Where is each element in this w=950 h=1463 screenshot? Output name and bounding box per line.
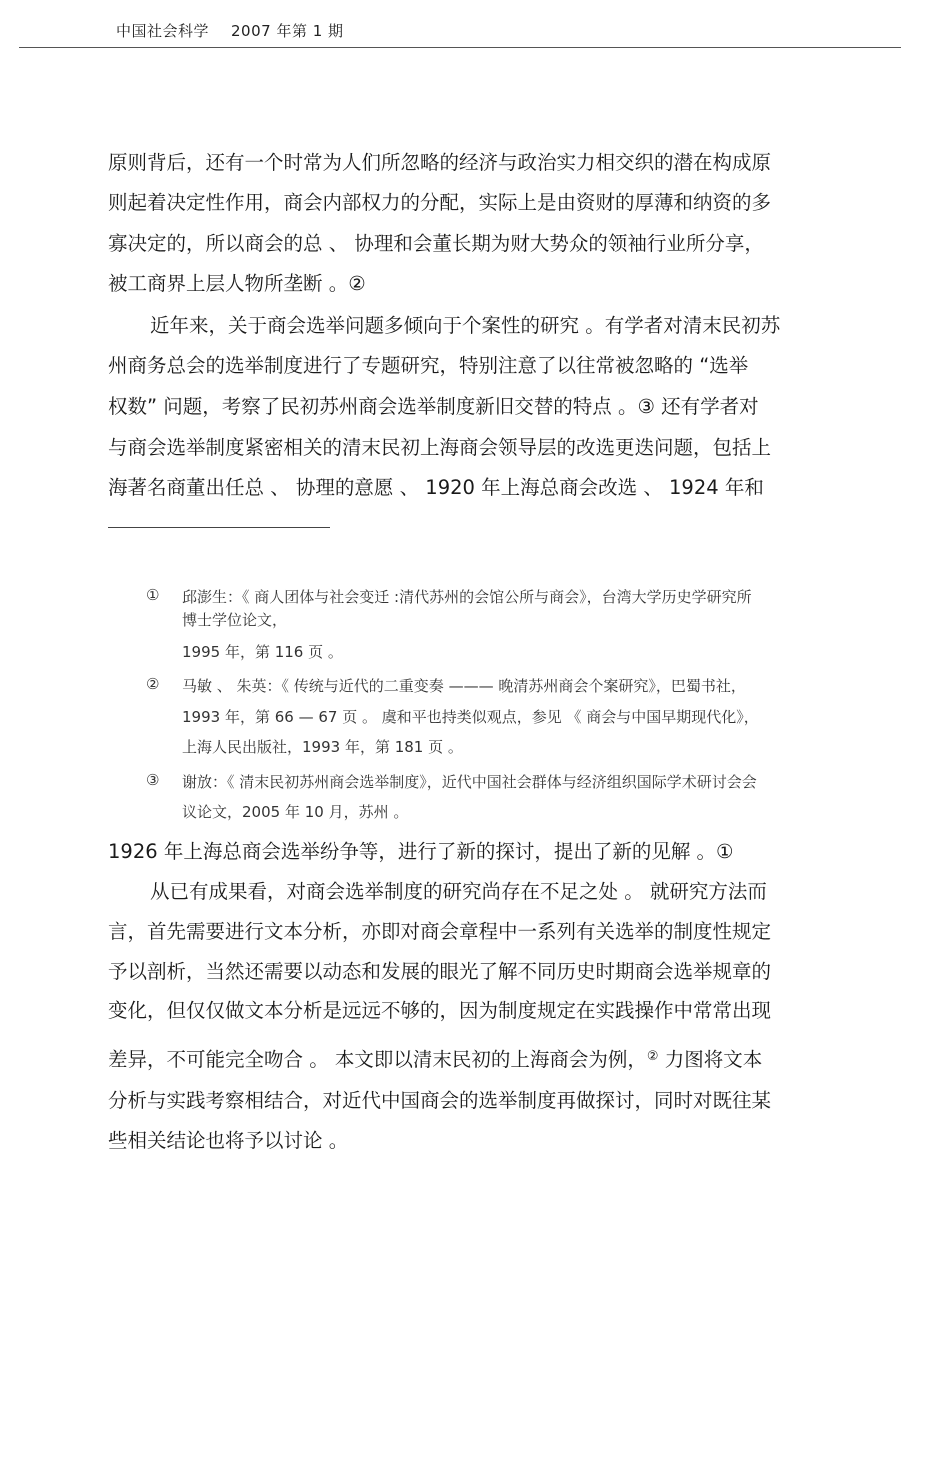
- footnote-text: 博士学位论文，: [182, 611, 288, 629]
- footnote-marker: ①: [146, 586, 160, 604]
- body-line: 变化，但仅仅做文本分析是远远不够的，因为制度规定在实践操作中常常出现: [108, 999, 772, 1022]
- footnote-marker: ③: [146, 771, 160, 789]
- body-line: 海著名商董出任总 、 协理的意愿 、 1920 年上海总商会改选 、 1924 年和: [108, 476, 764, 499]
- body-line: 寡决定的，所以商会的总 、 协理和会董长期为财大势众的领袖行业所分享，: [108, 232, 764, 255]
- body-text: 差异，不可能完全吻合 。 本文即以清末民初的上海商会为例，: [108, 1048, 647, 1071]
- body-line: 分析与实践考察相结合，对近代中国商会的选举制度再做探讨，同时对既往某: [108, 1089, 772, 1112]
- footnote-divider: [108, 527, 330, 528]
- footnote-text: 邱澎生：《 商人团体与社会变迁 :清代苏州的会馆公所与商会》，台湾大学历史学研究所: [182, 588, 752, 606]
- footnote-text: 1993 年，第 66 — 67 页 。 虞和平也持类似观点，参见 《 商会与中国早期现代化》，: [182, 708, 759, 726]
- paragraph-start: 从已有成果看，对商会选举制度的研究尚存在不足之处 。 就研究方法而: [150, 880, 767, 903]
- body-line: 则起着决定性作用，商会内部权力的分配，实际上是由资财的厚薄和纳资的多: [108, 191, 772, 214]
- footnote-text: 上海人民出版社，1993 年，第 181 页 。: [182, 738, 463, 756]
- footnote-text: 谢放：《 清末民初苏州商会选举制度》，近代中国社会群体与经济组织国际学术研讨会会: [182, 773, 757, 791]
- body-line: [108, 1044, 762, 1072]
- body-line: 原则背后，还有一个时常为人们所忽略的经济与政治实力相交织的潜在构成原: [108, 151, 772, 174]
- body-line: 权数” 问题，考察了民初苏州商会选举制度新旧交替的特点 。③ 还有学者对: [108, 395, 759, 418]
- body-line: 被工商界上层人物所垄断 。②: [108, 272, 366, 295]
- footnote-reference: ②: [646, 1049, 659, 1064]
- footnote-text: 议论文，2005 年 10 月，苏州 。: [182, 803, 409, 821]
- body-line: 1926 年上海总商会选举纷争等，进行了新的探讨，提出了新的见解 。①: [108, 840, 734, 863]
- body-text: 力图将文本: [664, 1048, 763, 1071]
- footnote-text: 马敏 、 朱英：《 传统与近代的二重变奏 ——— 晚清苏州商会个案研究》，巴蜀书社，: [182, 677, 746, 695]
- footnote-marker: ②: [146, 675, 160, 693]
- body-line: 些相关结论也将予以讨论 。: [108, 1129, 349, 1152]
- running-header: [116, 20, 344, 41]
- header-divider: [19, 47, 901, 48]
- issue-number: 2007 年第 1 期: [231, 22, 344, 40]
- body-line: 州商务总会的选举制度进行了专题研究，特别注意了以往常被忽略的 “选举: [108, 354, 749, 377]
- journal-name: 中国社会科学: [116, 22, 210, 40]
- body-line: 予以剖析，当然还需要以动态和发展的眼光了解不同历史时期商会选举规章的: [108, 960, 772, 983]
- body-line: 言，首先需要进行文本分析，亦即对商会章程中一系列有关选举的制度性规定: [108, 920, 772, 943]
- footnote-text: 1995 年，第 116 页 。: [182, 643, 343, 661]
- paragraph-start: 近年来，关于商会选举问题多倾向于个案性的研究 。有学者对清末民初苏: [150, 314, 781, 337]
- body-line: 与商会选举制度紧密相关的清末民初上海商会领导层的改选更迭问题，包括上: [108, 436, 772, 459]
